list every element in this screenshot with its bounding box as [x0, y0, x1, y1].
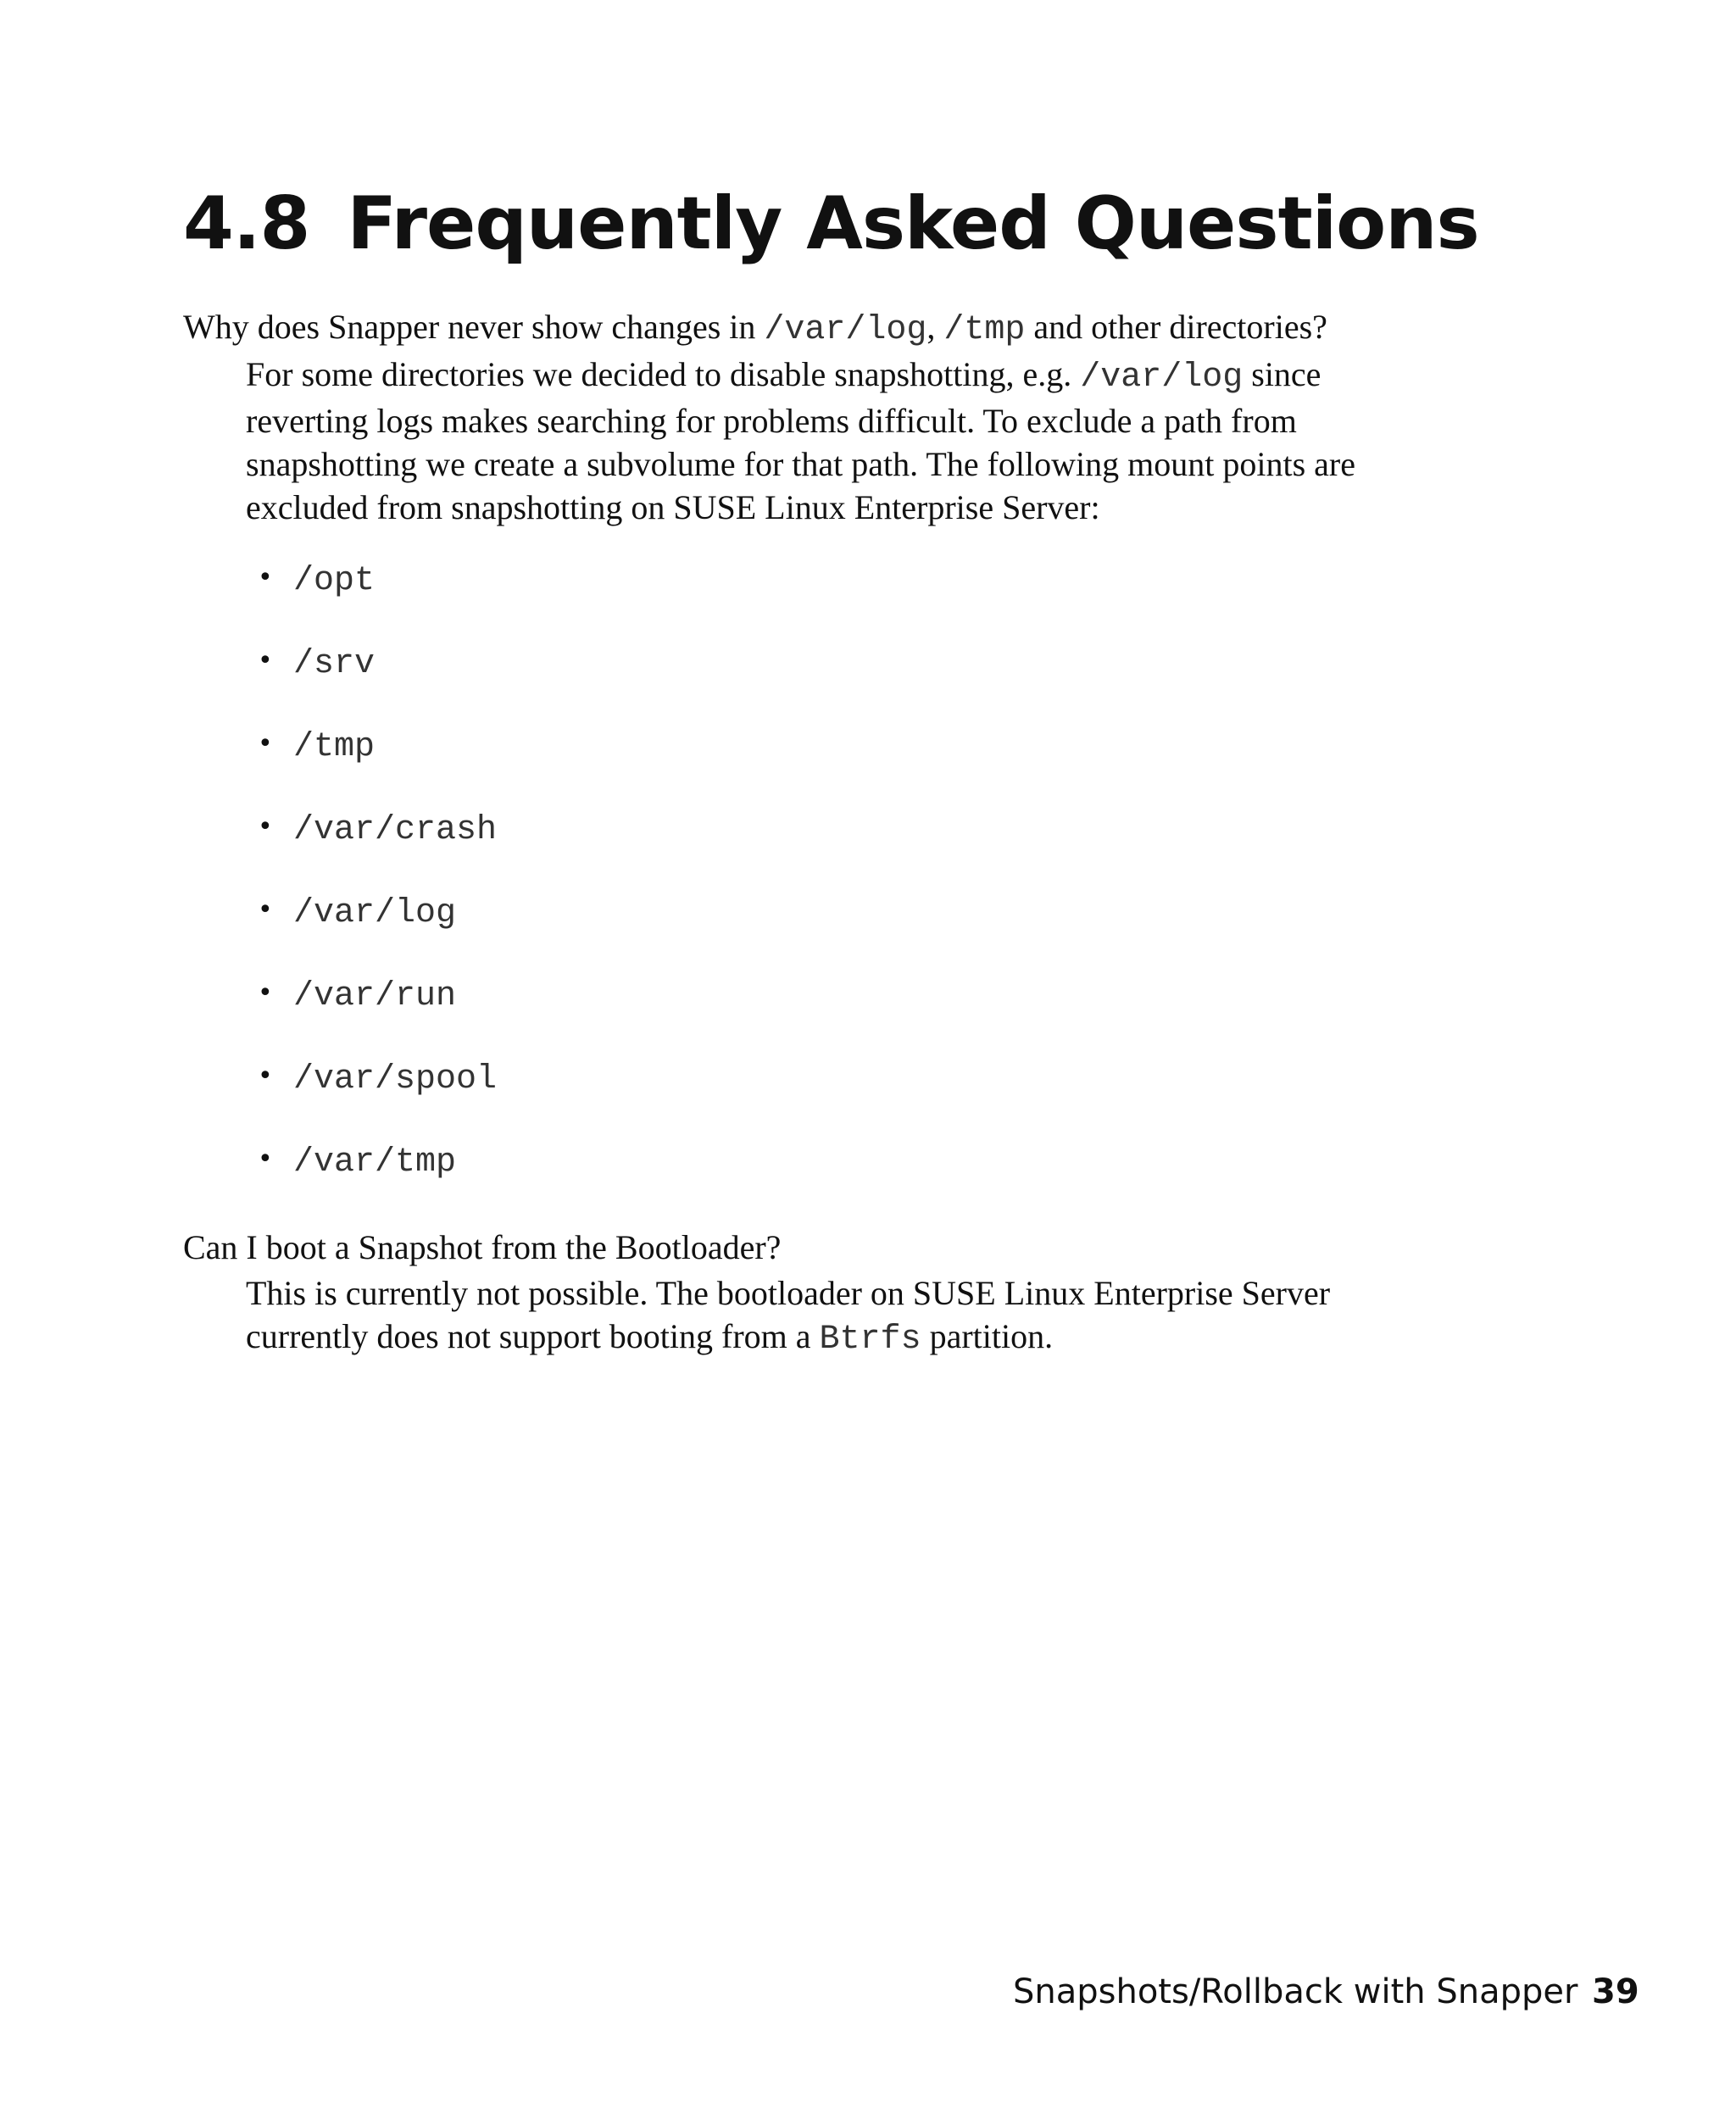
mount-point: /opt	[293, 562, 376, 600]
faq-question-1	[183, 305, 1327, 353]
list-item	[246, 892, 497, 975]
section-title: Frequently Asked Questions	[347, 181, 1479, 266]
footer-chapter-title: Snapshots/Rollback with Snapper	[1013, 1972, 1578, 2011]
bullet-icon: •	[258, 646, 273, 676]
footer-page-number: 39	[1592, 1972, 1639, 2011]
mount-point: /tmp	[293, 728, 376, 766]
list-item	[246, 1141, 497, 1224]
inline-code: Btrfs	[819, 1321, 921, 1359]
bullet-icon: •	[258, 1144, 273, 1174]
faq-question-2: Can I boot a Snapshot from the Bootloader?	[183, 1228, 782, 1266]
bullet-icon: •	[258, 978, 273, 1008]
question-text: Why does Snapper never show changes in	[183, 308, 765, 346]
list-item	[246, 975, 497, 1058]
answer-text: since reverting logs makes searching for problems difficult. To exclude a path from snapshotting we create a subvolume for that path. The following mount points are excluded from snapshotting on SUSE Linux Enterprise Server:	[246, 355, 1355, 526]
mount-point: /var/spool	[293, 1060, 498, 1098]
answer-text: partition.	[921, 1317, 1054, 1355]
bullet-icon: •	[258, 1061, 273, 1091]
list-item	[246, 1058, 497, 1141]
inline-code: /tmp	[943, 311, 1026, 349]
question-text: and other directories?	[1025, 308, 1327, 346]
bullet-icon: •	[258, 729, 273, 759]
list-item	[246, 809, 497, 892]
bullet-icon: •	[258, 812, 273, 842]
list-item	[246, 642, 497, 726]
faq-answer-2	[246, 1271, 1449, 1361]
inline-code: /var/log	[764, 311, 927, 349]
faq-answer-1	[246, 353, 1449, 529]
answer-text: For some directories we decided to disable snapshotting, e.g.	[246, 355, 1081, 393]
question-text: ,	[926, 308, 944, 346]
mount-point: /srv	[293, 645, 376, 683]
bullet-icon: •	[258, 895, 273, 925]
mount-point: /var/tmp	[293, 1143, 457, 1182]
inline-code: /var/log	[1080, 359, 1244, 397]
mount-point: /var/log	[293, 894, 457, 932]
answer-text: This is currently not possible. The bootloader on SUSE Linux Enterprise Server currently does not support booting from a	[246, 1274, 1331, 1355]
excluded-mount-points-list	[246, 559, 497, 1224]
list-item	[246, 559, 497, 642]
bullet-icon: •	[258, 563, 273, 592]
mount-point: /var/crash	[293, 811, 498, 849]
list-item	[246, 726, 497, 809]
section-heading	[183, 178, 1479, 270]
section-number: 4.8	[183, 181, 310, 266]
mount-point: /var/run	[293, 977, 457, 1015]
